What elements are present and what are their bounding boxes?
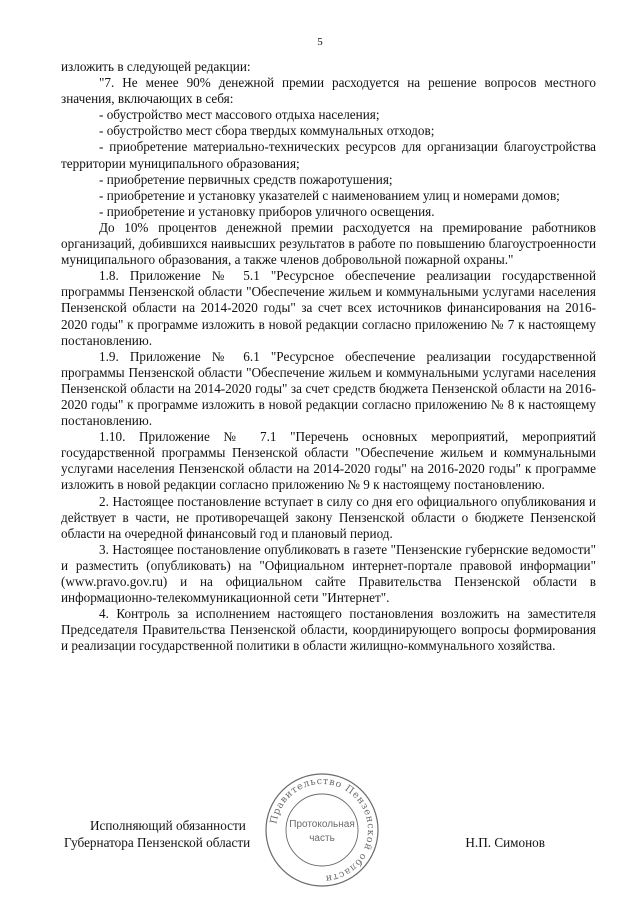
- paragraph: 1.9. Приложение № 6.1 "Ресурсное обеспечение реализации государственной программы Пензенской области "Обеспечение жильем и коммунальными услугами населения Пензенской области на 2014-2020 годы" за счет средств бюджета Пензенской области на 2016-2020 годы" к программе изложить в новой редакции согласно приложению № 8 к настоящему постановлению.: [61, 348, 596, 429]
- official-seal-stamp: [262, 770, 382, 890]
- paragraph: - обустройство мест сбора твердых коммунальных отходов;: [99, 123, 435, 139]
- paragraph: До 10% процентов денежной премии расходуется на премирование работников организаций, добившихся наивысших результатов в работе по повышению благоустроенности муниципального образования, а также членов добровольной пожарной охраны.": [61, 219, 596, 268]
- paragraph: 3. Настоящее постановление опубликовать в газете "Пензенские губернские ведомости" и разместить (опубликовать) на "Официальном интернет-портале правовой информации" (www.pravo.gov.ru) и на официальном сайте Правительства Пензенской области в информационно-телекоммуникационной сети "Интернет".: [61, 541, 596, 606]
- seal-center-line-2: часть: [309, 833, 335, 844]
- seal-center-line-1: Протокольная: [289, 819, 355, 830]
- paragraph: 1.10. Приложение № 7.1 "Перечень основных мероприятий, мероприятий государственной программы Пензенской области "Обеспечение жильем и коммунальными услугами населения Пензенской области на 2014-2020 годы" на 2016-2020 годы" к программе изложить в новой редакции согласно приложению № 9 к настоящему постановлению.: [61, 429, 596, 493]
- page-number: 5: [317, 36, 323, 48]
- paragraph: 2. Настоящее постановление вступает в силу со дня его официального опубликования и действует в части, не противоречащей закону Пензенской области о бюджете Пензенской области на очередной финансовый год и плановый период.: [61, 493, 596, 541]
- signatory-role-line-1: Исполняющий обязанности: [90, 818, 246, 833]
- paragraph: "7. Не менее 90% денежной премии расходуется на решение вопросов местного значения, включающих в себя:: [61, 75, 596, 107]
- document-body: [61, 59, 596, 654]
- paragraph: - приобретение и установку приборов уличного освещения.: [99, 203, 435, 219]
- paragraph: изложить в следующей редакции:: [61, 59, 251, 74]
- paragraph: - приобретение и установку указателей с наименованием улиц и номерами домов;: [99, 187, 560, 203]
- paragraph: 4. Контроль за исполнением настоящего постановления возложить на заместителя Председателя Правительства Пензенской области, координирующего вопросы формирования и реализации государственной политики в области жилищно-коммунального хозяйства.: [61, 606, 596, 654]
- paragraph: 1.8. Приложение № 5.1 "Ресурсное обеспечение реализации государственной программы Пензенской области "Обеспечение жильем и коммунальными услугами населения Пензенской области на 2014-2020 годы" за счет всех источников финансирования на 2016-2020 годы" к программе изложить в новой редакции согласно приложению № 7 к настоящему постановлению.: [61, 268, 596, 348]
- seal-ring-text: Правительство Пензенской области: [268, 775, 377, 885]
- signatory-role-line-2: Губернатора Пензенской области: [64, 834, 251, 850]
- paragraph: - приобретение материально-технических ресурсов для организации благоустройства территории муниципального образования;: [61, 139, 596, 171]
- paragraph: - приобретение первичных средств пожаротушения;: [99, 171, 393, 187]
- paragraph: - обустройство мест массового отдыха населения;: [99, 107, 380, 123]
- signatory-name: Н.П. Симонов: [465, 834, 545, 850]
